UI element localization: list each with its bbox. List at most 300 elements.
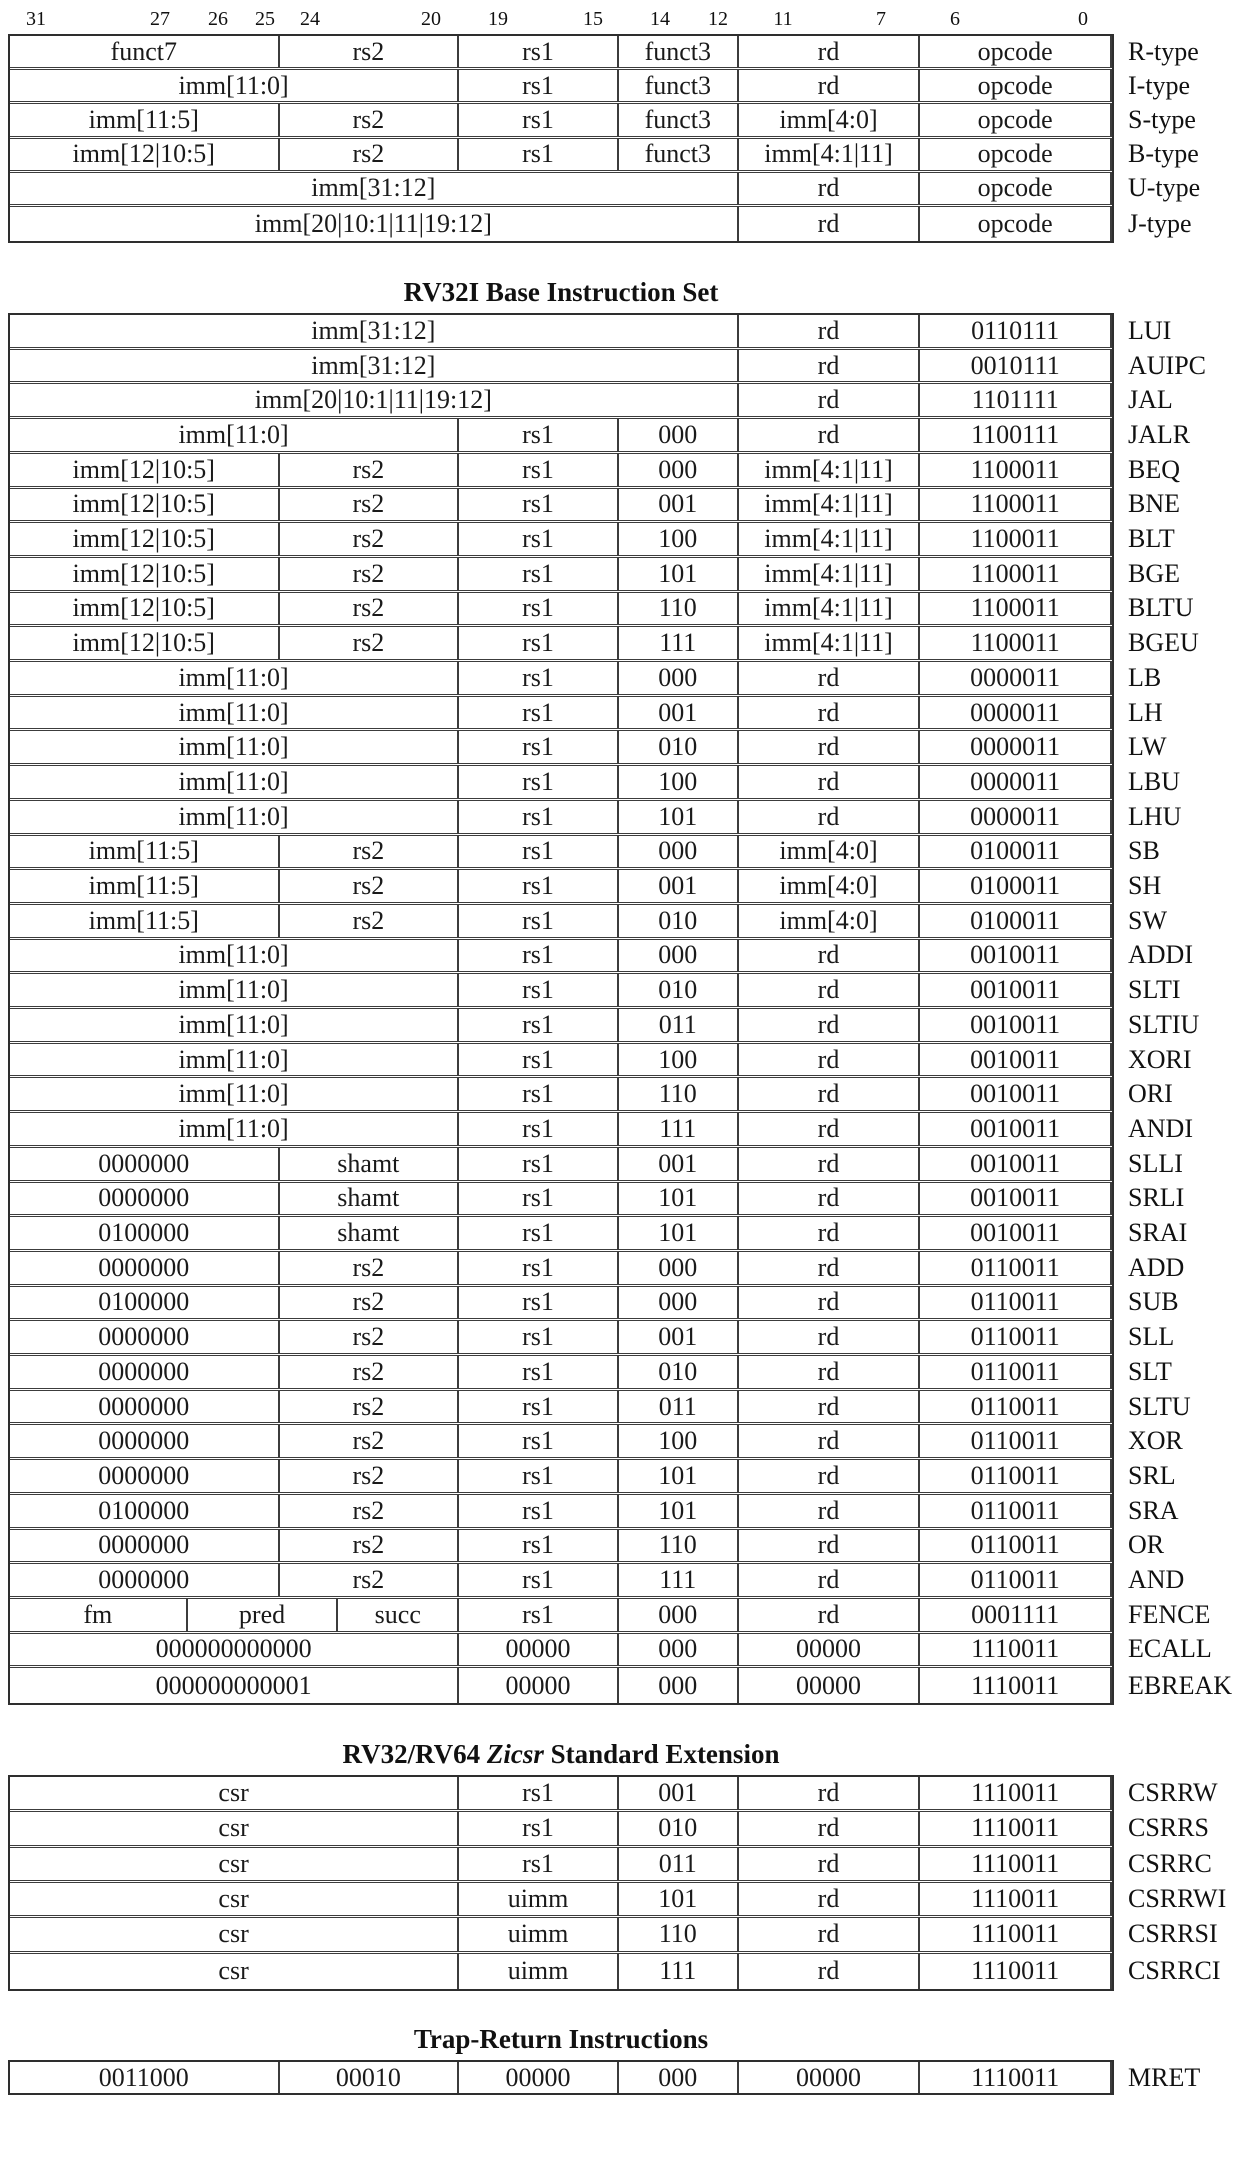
instruction-row (10, 1044, 1192, 1079)
field-cell: 110 (619, 1918, 739, 1950)
instruction-row (10, 70, 1191, 104)
field-cell: 001 (619, 870, 739, 902)
field-cell: 110 (619, 1530, 739, 1562)
field-cell: 00000 (459, 1668, 619, 1703)
field-cell: rs2 (280, 558, 460, 590)
field-cell: uimm (459, 1883, 619, 1915)
field-cell: rs2 (280, 1321, 460, 1353)
field-cell: rs1 (459, 801, 619, 833)
row-label: LW (1128, 732, 1167, 762)
field-cell: 0010011 (920, 940, 1112, 972)
row-label: ANDI (1128, 1113, 1193, 1143)
row-label: XOR (1128, 1426, 1183, 1456)
instruction-row (10, 1668, 1232, 1703)
field-cell: 100 (619, 1425, 739, 1457)
field-cell: 1100011 (920, 489, 1112, 521)
field-cell: rs1 (459, 1183, 619, 1215)
field-cell: rs2 (280, 36, 460, 67)
field-cell: 00000 (739, 1634, 921, 1666)
row-label: BEQ (1128, 454, 1180, 484)
bit-position-label: 31 (26, 8, 46, 30)
instruction-row (10, 207, 1192, 241)
instruction-row (10, 1848, 1212, 1883)
field-cell: rs2 (280, 454, 460, 486)
field-cell: imm[11:0] (10, 766, 459, 798)
field-cell: rd (739, 1078, 921, 1110)
field-cell: rs1 (459, 70, 619, 101)
field-cell: rd (739, 1044, 921, 1076)
field-cell: csr (10, 1848, 459, 1880)
row-label: FENCE (1128, 1599, 1211, 1629)
field-cell: rd (739, 315, 921, 347)
field-cell: imm[4:1|11] (739, 627, 921, 659)
instruction-row (10, 627, 1199, 662)
field-cell: csr (10, 1883, 459, 1915)
row-label: B-type (1128, 139, 1199, 169)
instruction-row (10, 836, 1160, 871)
field-cell: 000 (619, 454, 739, 486)
field-cell: rd (739, 1321, 921, 1353)
field-cell: rd (739, 1287, 921, 1319)
section-title-rv32i: RV32I Base Instruction Set (403, 277, 719, 307)
instruction-row (10, 1287, 1179, 1322)
field-cell: imm[11:0] (10, 801, 459, 833)
bit-position-label: 6 (950, 8, 960, 30)
field-cell: rs1 (459, 974, 619, 1006)
instruction-row (10, 1252, 1185, 1287)
field-cell: rs2 (280, 593, 460, 625)
field-cell: rd (739, 1183, 921, 1215)
instruction-row (10, 697, 1163, 732)
field-cell: 011 (619, 1848, 739, 1880)
instruction-format-table (8, 34, 1201, 243)
field-cell: 0000000 (10, 1530, 280, 1562)
row-label: OR (1128, 1530, 1165, 1560)
row-label: BLT (1128, 524, 1175, 554)
field-cell: rd (739, 1848, 921, 1880)
field-cell: funct3 (619, 70, 739, 101)
row-label: EBREAK (1128, 1670, 1232, 1700)
field-cell: rs2 (280, 1356, 460, 1388)
field-cell: 0010011 (920, 1183, 1112, 1215)
field-cell: rs1 (459, 662, 619, 694)
field-cell: funct7 (10, 36, 280, 67)
row-label: SLLI (1128, 1148, 1183, 1178)
field-cell: rs2 (280, 1425, 460, 1457)
instruction-row (10, 315, 1172, 350)
field-cell: rd (739, 1009, 921, 1041)
field-cell: rd (739, 1564, 921, 1596)
bit-position-label: 24 (300, 8, 320, 30)
field-cell: 1110011 (920, 1918, 1112, 1950)
field-cell: 00000 (459, 2062, 619, 2093)
field-cell: rd (739, 974, 921, 1006)
field-cell: imm[11:0] (10, 697, 459, 729)
field-cell: 000 (619, 1252, 739, 1284)
row-label: J-type (1128, 208, 1192, 238)
instruction-row (10, 1883, 1227, 1918)
field-cell: rs1 (459, 1217, 619, 1249)
field-cell: rd (739, 1460, 921, 1492)
field-cell: imm[12|10:5] (10, 523, 280, 555)
field-cell: rs1 (459, 1495, 619, 1527)
field-cell: 0010011 (920, 1009, 1112, 1041)
instruction-row (10, 558, 1180, 593)
field-cell: imm[11:0] (10, 1009, 459, 1041)
field-cell: imm[4:1|11] (739, 454, 921, 486)
field-cell: imm[12|10:5] (10, 593, 280, 625)
instruction-row (10, 384, 1173, 419)
instruction-row (10, 1113, 1193, 1148)
field-cell: funct3 (619, 139, 739, 170)
field-cell: imm[11:5] (10, 870, 280, 902)
instruction-row (10, 1777, 1218, 1812)
field-cell: pred (188, 1599, 339, 1631)
field-cell: rs2 (280, 905, 460, 937)
row-label: JALR (1128, 419, 1191, 449)
row-label: MRET (1128, 2062, 1201, 2092)
field-cell: rs1 (459, 454, 619, 486)
instruction-row (10, 1599, 1211, 1634)
instruction-row (10, 350, 1207, 385)
field-cell: 1100111 (920, 419, 1112, 451)
instruction-row (10, 36, 1199, 70)
field-cell: 1110011 (920, 2062, 1112, 2093)
field-cell: imm[12|10:5] (10, 139, 280, 170)
field-cell: rs2 (280, 1495, 460, 1527)
field-cell: imm[12|10:5] (10, 627, 280, 659)
field-cell: 0110011 (920, 1287, 1112, 1319)
field-cell: rs2 (280, 1460, 460, 1492)
row-label: LB (1128, 662, 1162, 692)
field-cell: rs1 (459, 1009, 619, 1041)
field-cell: 0000000 (10, 1148, 280, 1180)
field-cell: 0000000 (10, 1356, 280, 1388)
field-cell: rd (739, 1599, 921, 1631)
field-cell: rd (739, 1883, 921, 1915)
instruction-row (10, 870, 1162, 905)
field-cell: 110 (619, 593, 739, 625)
field-cell: 000000000000 (10, 1634, 459, 1666)
field-cell: 1100011 (920, 523, 1112, 555)
row-label: SB (1128, 836, 1160, 866)
instruction-row (10, 766, 1180, 801)
field-cell: 111 (619, 1954, 739, 1989)
bit-position-label: 25 (255, 8, 275, 30)
field-cell: 1110011 (920, 1634, 1112, 1666)
field-cell: rd (739, 1777, 921, 1809)
field-cell: 000 (619, 1668, 739, 1703)
field-cell: rs1 (459, 870, 619, 902)
field-cell: rd (739, 731, 921, 763)
field-cell: uimm (459, 1918, 619, 1950)
field-cell: rd (739, 1812, 921, 1844)
field-cell: rs1 (459, 1848, 619, 1880)
field-cell: 0000000 (10, 1321, 280, 1353)
field-cell: rs1 (459, 1044, 619, 1076)
field-cell: 0100011 (920, 905, 1112, 937)
field-cell: rs2 (280, 489, 460, 521)
field-cell: rd (739, 1530, 921, 1562)
field-cell: 000 (619, 2062, 739, 2093)
field-cell: 000 (619, 1634, 739, 1666)
field-cell: rs1 (459, 1460, 619, 1492)
field-cell: 1100011 (920, 454, 1112, 486)
field-cell: shamt (280, 1217, 460, 1249)
field-cell: imm[11:0] (10, 940, 459, 972)
row-label: ORI (1128, 1079, 1173, 1109)
field-cell: rd (739, 350, 921, 382)
field-cell: rs2 (280, 1564, 460, 1596)
bit-position-label: 19 (488, 8, 508, 30)
field-cell: 001 (619, 1777, 739, 1809)
field-cell: 101 (619, 558, 739, 590)
field-cell: 1110011 (920, 1812, 1112, 1844)
field-cell: 011 (619, 1009, 739, 1041)
field-cell: csr (10, 1954, 459, 1989)
field-cell: imm[20|10:1|11|19:12] (10, 384, 739, 416)
field-cell: rs2 (280, 1530, 460, 1562)
instruction-row (10, 1183, 1185, 1218)
field-cell: rs1 (459, 1777, 619, 1809)
field-cell: 010 (619, 1356, 739, 1388)
row-label: AND (1128, 1565, 1185, 1595)
field-cell: rd (739, 801, 921, 833)
field-cell: 0100000 (10, 1495, 280, 1527)
row-label: SH (1128, 871, 1162, 901)
instruction-row (10, 662, 1162, 697)
field-cell: rs1 (459, 1356, 619, 1388)
field-cell: imm[11:0] (10, 1044, 459, 1076)
row-label: R-type (1128, 36, 1199, 66)
instruction-row (10, 801, 1182, 836)
row-label: SRL (1128, 1460, 1176, 1490)
field-cell: rs1 (459, 1252, 619, 1284)
instruction-row (10, 1918, 1218, 1953)
field-cell: imm[11:0] (10, 1113, 459, 1145)
field-cell: 000000000001 (10, 1668, 459, 1703)
field-cell: opcode (920, 70, 1112, 101)
field-cell: imm[31:12] (10, 173, 739, 204)
field-cell: rs2 (280, 627, 460, 659)
field-cell: rs1 (459, 1425, 619, 1457)
field-cell: rd (739, 1391, 921, 1423)
row-label: XORI (1128, 1044, 1192, 1074)
instruction-row (10, 1954, 1221, 1989)
field-cell: rs1 (459, 523, 619, 555)
field-cell: rs1 (459, 1078, 619, 1110)
row-label: SW (1128, 905, 1167, 935)
field-cell: rs2 (280, 104, 460, 135)
instruction-row (10, 2062, 1201, 2093)
row-label: CSRRS (1128, 1813, 1209, 1843)
field-cell: 00010 (280, 2062, 460, 2093)
field-cell: imm[12|10:5] (10, 558, 280, 590)
field-cell: rs1 (459, 139, 619, 170)
row-label: BLTU (1128, 593, 1194, 623)
field-cell: 101 (619, 1495, 739, 1527)
bit-position-label: 26 (208, 8, 228, 30)
row-label: SLTI (1128, 975, 1181, 1005)
field-cell: rd (739, 36, 921, 67)
bit-position-label: 12 (708, 8, 728, 30)
field-cell: 001 (619, 1321, 739, 1353)
field-cell: rs2 (280, 836, 460, 868)
field-cell: 0010011 (920, 1113, 1112, 1145)
field-cell: 1110011 (920, 1777, 1112, 1809)
field-cell: rd (739, 1425, 921, 1457)
instruction-row (10, 139, 1199, 173)
field-cell: rs1 (459, 419, 619, 451)
field-cell: 000 (619, 940, 739, 972)
field-cell: 0000000 (10, 1183, 280, 1215)
field-cell: funct3 (619, 104, 739, 135)
field-cell: rs1 (459, 1287, 619, 1319)
row-label: BGE (1128, 558, 1180, 588)
instruction-row (10, 489, 1180, 524)
instruction-row (10, 1148, 1183, 1183)
row-label: I-type (1128, 70, 1191, 100)
field-cell: rs1 (459, 836, 619, 868)
field-cell: rs1 (459, 1113, 619, 1145)
bit-position-label: 14 (650, 8, 670, 30)
title-segment: RV32/RV64 (342, 1739, 487, 1769)
field-cell: 0110011 (920, 1356, 1112, 1388)
field-cell: 000 (619, 419, 739, 451)
field-cell: rd (739, 697, 921, 729)
row-label: JAL (1128, 385, 1173, 415)
field-cell: 101 (619, 1183, 739, 1215)
field-cell: rs1 (459, 1564, 619, 1596)
field-cell: rs1 (459, 1321, 619, 1353)
field-cell: 0100000 (10, 1217, 280, 1249)
row-label: SLT (1128, 1356, 1172, 1386)
field-cell: 0000000 (10, 1460, 280, 1492)
field-cell: imm[4:1|11] (739, 523, 921, 555)
field-cell: 0000011 (920, 766, 1112, 798)
field-cell: 0010011 (920, 1044, 1112, 1076)
field-cell: rs1 (459, 627, 619, 659)
instruction-row (10, 905, 1167, 940)
field-cell: imm[4:1|11] (739, 489, 921, 521)
row-label: LHU (1128, 801, 1182, 831)
row-label: CSRRW (1128, 1778, 1218, 1808)
title-segment: Standard Extension (543, 1739, 780, 1769)
field-cell: opcode (920, 207, 1112, 241)
field-cell: 0011000 (10, 2062, 280, 2093)
row-label: U-type (1128, 173, 1201, 203)
field-cell: 0000000 (10, 1252, 280, 1284)
field-cell: rs1 (459, 905, 619, 937)
field-cell: 010 (619, 1812, 739, 1844)
section-title-zicsr (8, 1736, 1114, 1772)
field-cell: 010 (619, 905, 739, 937)
field-cell: imm[4:0] (739, 104, 921, 135)
instruction-row (10, 1217, 1188, 1252)
field-cell: rd (739, 1918, 921, 1950)
field-cell: 1110011 (920, 1668, 1112, 1703)
row-label: CSRRC (1128, 1848, 1212, 1878)
field-cell: 0000000 (10, 1564, 280, 1596)
field-cell: 0001111 (920, 1599, 1112, 1631)
field-cell: 100 (619, 523, 739, 555)
rv32i-instruction-table (8, 313, 1232, 1705)
field-cell: 0110011 (920, 1321, 1112, 1353)
bit-position-label: 27 (150, 8, 170, 30)
bit-position-label: 0 (1078, 8, 1088, 30)
row-label: CSRRWI (1128, 1884, 1227, 1914)
field-cell: rs1 (459, 766, 619, 798)
field-cell: imm[11:5] (10, 104, 280, 135)
field-cell: 00000 (459, 1634, 619, 1666)
field-cell: 0100011 (920, 836, 1112, 868)
field-cell: 100 (619, 1044, 739, 1076)
field-cell: 1100011 (920, 558, 1112, 590)
field-cell: 101 (619, 1883, 739, 1915)
instruction-row (10, 940, 1193, 975)
field-cell: imm[11:0] (10, 1078, 459, 1110)
row-label: SLTIU (1128, 1009, 1200, 1039)
row-label: ADDI (1128, 940, 1193, 970)
instruction-row (10, 974, 1181, 1009)
field-cell: 1110011 (920, 1954, 1112, 1989)
field-cell: imm[11:0] (10, 662, 459, 694)
instruction-row (10, 419, 1191, 454)
row-label: S-type (1128, 104, 1196, 134)
field-cell: 0110011 (920, 1425, 1112, 1457)
field-cell: rd (739, 766, 921, 798)
field-cell: 000 (619, 662, 739, 694)
field-cell: 000 (619, 1287, 739, 1319)
trap-return-instruction-table (8, 2060, 1201, 2095)
field-cell: 1110011 (920, 1848, 1112, 1880)
field-cell: imm[4:0] (739, 905, 921, 937)
field-cell: opcode (920, 139, 1112, 170)
field-cell: imm[4:0] (739, 870, 921, 902)
field-cell: rd (739, 662, 921, 694)
field-cell: imm[31:12] (10, 315, 739, 347)
field-cell: opcode (920, 173, 1112, 204)
instruction-row (10, 104, 1196, 138)
field-cell: rs1 (459, 1812, 619, 1844)
field-cell: 010 (619, 974, 739, 1006)
field-cell: rs1 (459, 731, 619, 763)
field-cell: 111 (619, 1113, 739, 1145)
field-cell: imm[31:12] (10, 350, 739, 382)
field-cell: funct3 (619, 36, 739, 67)
field-cell: imm[4:0] (739, 836, 921, 868)
field-cell: rd (739, 207, 921, 241)
field-cell: rs1 (459, 1530, 619, 1562)
row-label: SRLI (1128, 1183, 1185, 1213)
field-cell: 0000011 (920, 731, 1112, 763)
instruction-row (10, 454, 1180, 489)
field-cell: imm[11:0] (10, 419, 459, 451)
instruction-row (10, 1356, 1172, 1391)
field-cell: 011 (619, 1391, 739, 1423)
field-cell: rd (739, 173, 921, 204)
row-label: SLTU (1128, 1391, 1191, 1421)
row-label: LUI (1128, 315, 1172, 345)
bit-position-label: 11 (773, 8, 793, 30)
field-cell: 0010011 (920, 1217, 1112, 1249)
row-label: LBU (1128, 766, 1180, 796)
field-cell: rd (739, 940, 921, 972)
bit-ruler (0, 6, 1252, 32)
instruction-row (10, 1495, 1179, 1530)
field-cell: 010 (619, 731, 739, 763)
field-cell: rs1 (459, 940, 619, 972)
